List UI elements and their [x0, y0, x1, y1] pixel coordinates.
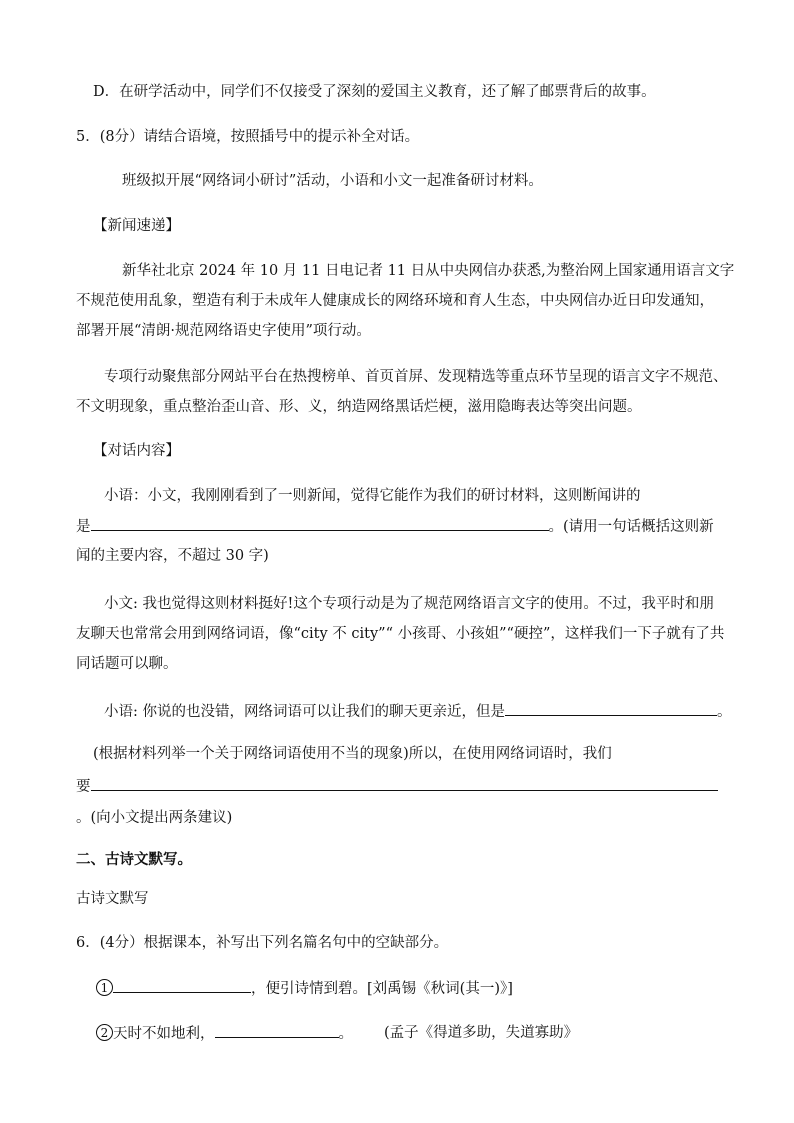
item-number-1: 1 — [96, 979, 113, 996]
xiaoyu-reply-line-1 — [104, 701, 732, 722]
xiaowen-line-3: 同话题可以聊。 — [76, 656, 178, 672]
item-2-suffix: 。 — [338, 1026, 353, 1042]
xiaoyu-reply-line-4: 。(向小文提出两条建议) — [76, 810, 233, 826]
dialog-heading: 【对话内容】 — [93, 443, 180, 459]
news-paragraph-1-line-1: 新华社北京 2024 年 10 月 11 日电记者 11 日从中央网信办获悉,为整治网上国家通用语言文字 — [122, 263, 735, 279]
question-6-title: 6．(4分）根据课本，补写出下列名篇名句中的空缺部分。 — [76, 935, 449, 951]
answer-blank-improper-usage[interactable] — [505, 701, 717, 716]
xiaoyu-line-2 — [76, 516, 714, 537]
news-paragraph-2-line-1: 专项行动聚焦部分网站平台在热搜榜单、首页首屏、发现精选等重点环节呈现的语言文字不规范、 — [104, 369, 728, 385]
question-5-intro: 班级拟开展“网络词小研讨”活动，小语和小文一起准备研讨材料。 — [122, 173, 543, 189]
news-paragraph-1-line-2: 不规范使用乱象，塑造有利于未成年人健康成长的网络环境和育人生态，中央网信办近日印发通知， — [76, 293, 714, 309]
xiaowen-line-2: 友聊天也常常会用到网络词语，像“city 不 city”“ 小孩哥、小孩姐”“硬控”，这样我们一下子就有了共 — [76, 626, 725, 642]
answer-blank-poem-1[interactable] — [113, 978, 251, 993]
answer-blank-suggestions[interactable] — [91, 776, 718, 791]
xiaoyu-reply-line-3 — [76, 776, 718, 797]
question-6-item-2 — [96, 1023, 353, 1044]
xiaoyu-line-2-prefix: 是 — [76, 519, 91, 535]
xiaoyu-reply-line-2: (根据材料列举一个关于网络词语使用不当的现象)所以，在使用网络词语时，我们 — [93, 746, 612, 762]
question-4-option-d: D．在研学活动中，同学们不仅接受了深刻的爱国主义教育，还了解了邮票背后的故事。 — [93, 84, 656, 100]
xiaoyu-line-2-suffix: 。(请用一句话概括这则新 — [548, 519, 714, 535]
section-2-heading: 二、古诗文默写。 — [76, 852, 192, 868]
item-2-prefix: 天时不如地利， — [113, 1026, 215, 1042]
xiaoyu-reply-prefix: 小语: 你说的也没错，网络词语可以让我们的聊天更亲近，但是 — [104, 704, 505, 720]
xiaoyu-line-3: 闻的主要内容，不超过 30 字) — [76, 548, 269, 564]
answer-blank-news-summary[interactable] — [91, 516, 549, 531]
answer-blank-poem-2[interactable] — [215, 1023, 339, 1038]
xiaoyu-line-1: 小语：小文，我刚刚看到了一则新闻，觉得它能作为我们的研讨材料，这则断闻讲的 — [104, 488, 641, 504]
xiaowen-line-1: 小文: 我也觉得这则材料挺好!这个专项行动是为了规范网络语言文字的使用。不过，我平时和朋 — [104, 596, 714, 612]
news-heading: 【新闻速递】 — [93, 218, 180, 234]
xiaoyu-reply-suffix: 。 — [717, 704, 732, 720]
section-2-subheading: 古诗文默写 — [76, 891, 149, 907]
item-1-text: ，便引诗情到碧。[刘禹锡《秋词(其一)》] — [251, 981, 513, 997]
item-number-2: 2 — [96, 1024, 113, 1041]
news-paragraph-1-line-3: 部署开展“清朗·规范网络语史字使用”项行动。 — [76, 323, 371, 339]
question-6-item-2-source: (孟子《得道多助，失道寡助》 — [384, 1025, 579, 1041]
question-6-item-1 — [96, 978, 513, 999]
xiaoyu-reply-line-3-prefix: 要 — [76, 779, 91, 795]
question-5-title: 5．(8分）请结合语境，按照插号中的提示补全对话。 — [76, 129, 420, 145]
news-paragraph-2-line-2: 不文明现象，重点整治歪山音、形、义，纳造网络黑话烂梗，滋用隐晦表达等突出问题。 — [76, 399, 642, 415]
